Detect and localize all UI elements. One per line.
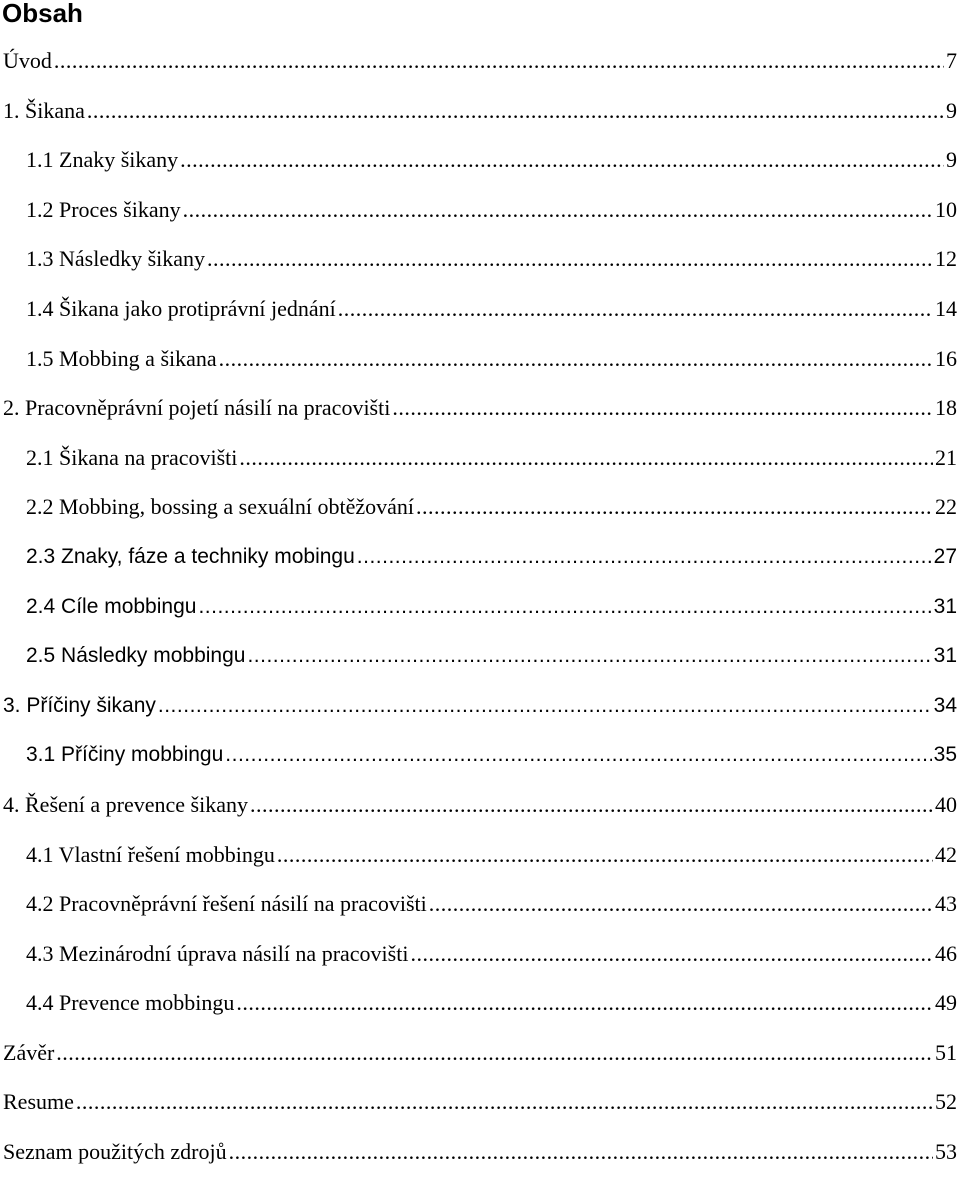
toc-entry-page: 40 xyxy=(935,791,957,817)
dot-leader xyxy=(357,532,932,582)
dot-leader xyxy=(338,284,933,334)
toc-entry-zaver[interactable] xyxy=(0,1028,960,1078)
toc-entry-page: 43 xyxy=(935,891,957,917)
dot-leader xyxy=(429,879,933,929)
toc-entry-label: 4.2 Pracovněprávní řešení násilí na pracovišti xyxy=(26,891,427,917)
dot-leader xyxy=(54,36,944,86)
toc-entry-section-1-5[interactable] xyxy=(0,334,960,384)
dot-leader xyxy=(158,681,932,731)
toc-entry-section-1-4[interactable] xyxy=(0,284,960,334)
dot-leader xyxy=(183,185,933,235)
toc-entry-label: 1.4 Šikana jako protiprávní jednání xyxy=(26,295,336,321)
toc-entry-page: 46 xyxy=(935,940,957,966)
toc-entry-resume[interactable] xyxy=(0,1077,960,1127)
toc-entry-label: 4.3 Mezinárodní úprava násilí na pracovišti xyxy=(26,940,409,966)
toc-entry-label: 1.3 Následky šikany xyxy=(26,246,206,272)
toc-entry-uvod[interactable] xyxy=(0,36,960,86)
toc-entry-label: Úvod xyxy=(3,48,52,73)
toc-entry-section-4-4[interactable] xyxy=(0,978,960,1028)
table-of-contents xyxy=(0,36,960,1177)
dot-leader xyxy=(247,631,931,681)
toc-entry-label: 2.1 Šikana na pracovišti xyxy=(26,444,238,470)
toc-entry-section-1-3[interactable] xyxy=(0,234,960,284)
toc-entry-section-2-1[interactable] xyxy=(0,433,960,483)
toc-entry-page: 14 xyxy=(935,295,957,321)
toc-entry-chapter-3[interactable] xyxy=(0,681,960,731)
dot-leader xyxy=(207,234,933,284)
toc-entry-label: 2.2 Mobbing, bossing a sexuální obtěžování xyxy=(26,494,415,520)
toc-entry-section-4-1[interactable] xyxy=(0,830,960,880)
dot-leader xyxy=(250,780,933,830)
toc-entry-page: 7 xyxy=(946,48,957,73)
toc-entry-label: 4.1 Vlastní řešení mobbingu xyxy=(26,841,275,867)
toc-entry-label: 3. Příčiny šikany xyxy=(3,693,156,717)
toc-entry-page: 27 xyxy=(933,544,957,568)
dot-leader xyxy=(392,383,933,433)
toc-entry-page: 35 xyxy=(933,743,957,767)
toc-entry-page: 22 xyxy=(935,494,957,520)
toc-entry-label: 4.4 Prevence mobbingu xyxy=(26,990,235,1016)
toc-entry-section-2-5[interactable] xyxy=(0,631,960,681)
toc-entry-chapter-4[interactable] xyxy=(0,780,960,830)
toc-entry-chapter-1[interactable] xyxy=(0,86,960,136)
toc-entry-page: 12 xyxy=(935,246,957,272)
toc-entry-label: 1. Šikana xyxy=(3,97,85,123)
toc-entry-page: 31 xyxy=(933,644,957,668)
dot-leader xyxy=(180,135,944,185)
toc-entry-section-4-3[interactable] xyxy=(0,929,960,979)
toc-entry-page: 21 xyxy=(935,444,957,470)
toc-entry-label: 2.4 Cíle mobbingu xyxy=(26,594,197,618)
toc-entry-label: Resume xyxy=(3,1089,74,1115)
toc-entry-label: 2.3 Znaky, fáze a techniky mobingu xyxy=(26,544,355,568)
toc-entry-page: 9 xyxy=(946,147,957,173)
toc-entry-section-1-1[interactable] xyxy=(0,135,960,185)
dot-leader xyxy=(225,730,931,780)
toc-entry-page: 31 xyxy=(933,594,957,618)
toc-entry-section-2-3[interactable] xyxy=(0,532,960,582)
toc-entry-section-2-2[interactable] xyxy=(0,482,960,532)
toc-entry-section-1-2[interactable] xyxy=(0,185,960,235)
dot-leader xyxy=(198,582,931,632)
toc-title: Obsah xyxy=(2,0,83,28)
dot-leader xyxy=(219,334,933,384)
toc-entry-page: 10 xyxy=(935,196,957,222)
toc-entry-label: 1.1 Znaky šikany xyxy=(26,147,179,173)
toc-entry-label: Seznam použitých zdrojů xyxy=(3,1139,227,1165)
toc-entry-label: 1.5 Mobbing a šikana xyxy=(26,345,217,371)
dot-leader xyxy=(277,830,933,880)
toc-entry-label: 3.1 Příčiny mobbingu xyxy=(26,743,224,767)
toc-entry-page: 52 xyxy=(935,1089,957,1115)
toc-entry-section-4-2[interactable] xyxy=(0,879,960,929)
toc-entry-label: 2. Pracovněprávní pojetí násilí na pracovišti xyxy=(3,395,391,421)
toc-entry-page: 18 xyxy=(935,395,957,421)
toc-entry-chapter-2[interactable] xyxy=(0,383,960,433)
dot-leader xyxy=(410,929,933,979)
toc-entry-page: 16 xyxy=(935,345,957,371)
dot-leader xyxy=(416,482,933,532)
toc-entry-page: 49 xyxy=(935,990,957,1016)
toc-entry-label: 1.2 Proces šikany xyxy=(26,196,181,222)
toc-entry-page: 42 xyxy=(935,841,957,867)
toc-entry-page: 51 xyxy=(935,1039,957,1065)
toc-entry-sources[interactable] xyxy=(0,1127,960,1177)
dot-leader xyxy=(236,978,933,1028)
dot-leader xyxy=(87,86,944,136)
toc-entry-page: 53 xyxy=(935,1139,957,1165)
toc-entry-label: 4. Řešení a prevence šikany xyxy=(3,791,248,817)
toc-entry-section-2-4[interactable] xyxy=(0,582,960,632)
toc-entry-page: 34 xyxy=(933,693,957,717)
dot-leader xyxy=(239,433,933,483)
dot-leader xyxy=(76,1077,933,1127)
toc-entry-label: Závěr xyxy=(3,1039,55,1065)
toc-entry-label: 2.5 Následky mobbingu xyxy=(26,644,246,668)
dot-leader xyxy=(56,1028,933,1078)
toc-entry-page: 9 xyxy=(946,97,957,123)
toc-entry-section-3-1[interactable] xyxy=(0,730,960,780)
dot-leader xyxy=(229,1127,933,1177)
